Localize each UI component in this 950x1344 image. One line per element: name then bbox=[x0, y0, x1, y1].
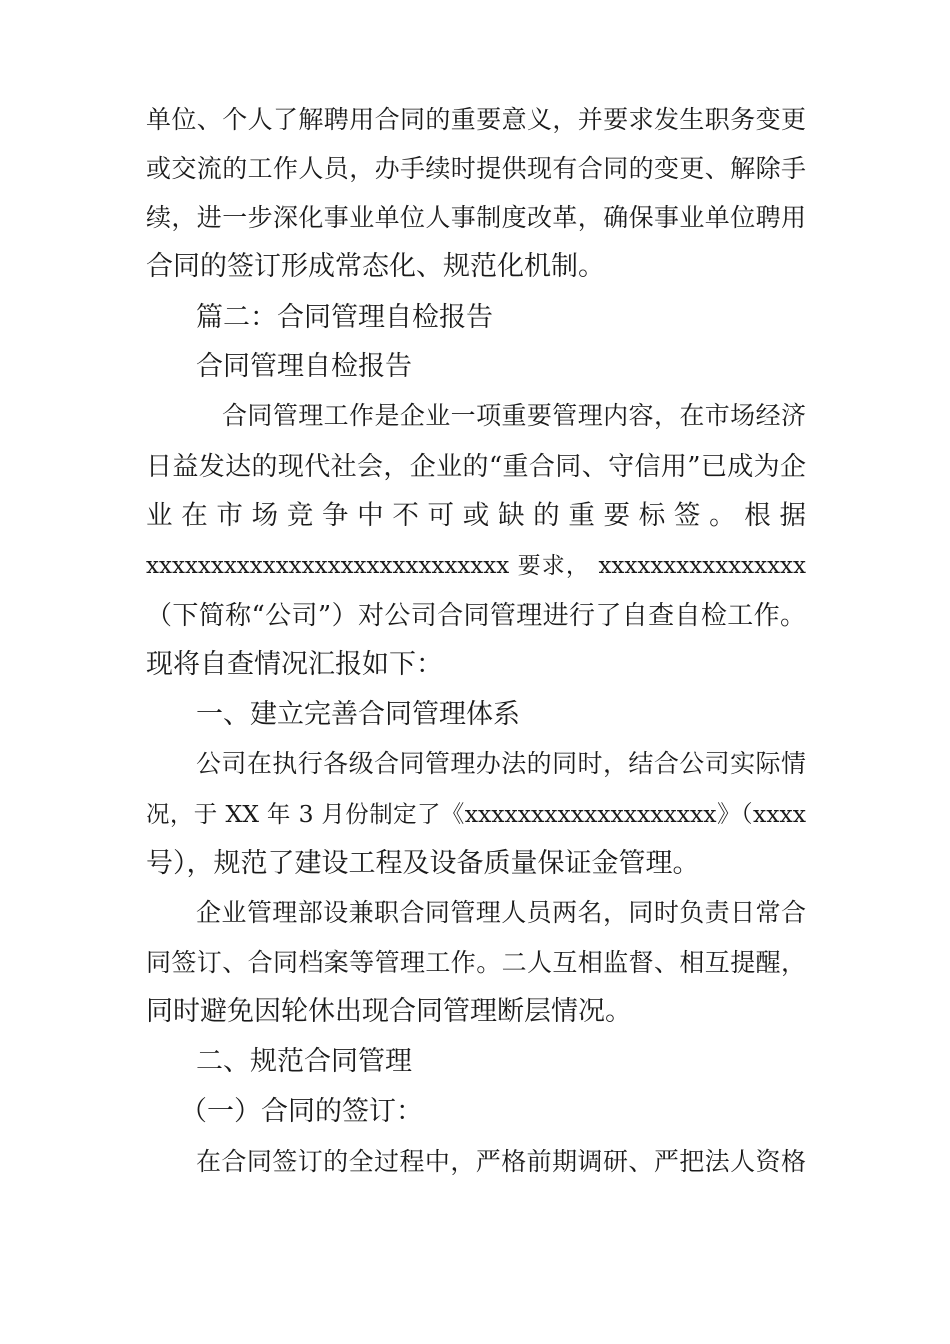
body-text-line: 公司在执行各级合同管理办法的同时，结合公司实际情 bbox=[196, 749, 806, 778]
body-text-line: 号），规范了建设工程及设备质量保证金管理。 bbox=[146, 848, 700, 879]
body-text-line: 续，进一步深化事业单位人事制度改革，确保事业单位聘用 bbox=[146, 203, 806, 232]
subsection-heading: （一）合同的签订： bbox=[180, 1096, 423, 1127]
body-text-line: 或交流的工作人员，办手续时提供现有合同的变更、解除手 bbox=[146, 154, 806, 183]
body-text-line: 业 在 市 场 竞 争 中 不 可 或 缺 的 重 要 标 签 。 根 据 bbox=[146, 500, 806, 531]
body-text-line: 现将自查情况汇报如下： bbox=[146, 649, 443, 680]
body-text-line: 合同的签订形成常态化、规范化机制。 bbox=[146, 251, 605, 282]
body-text-line: 在合同签订的全过程中，严格前期调研、严把法人资格 bbox=[196, 1147, 806, 1176]
body-text-line: 企业管理部设兼职合同管理人员两名，同时负责日常合 bbox=[196, 898, 806, 927]
body-text-line: 单位、个人了解聘用合同的重要意义，并要求发生职务变更 bbox=[146, 105, 806, 134]
body-text-line: 同签订、合同档案等管理工作。二人互相监督、相互提醒， bbox=[146, 948, 806, 977]
body-text-line: 同时避免因轮休出现合同管理断层情况。 bbox=[146, 996, 632, 1027]
body-text-line: （下简称“公司”）对公司合同管理进行了自查自检工作。 bbox=[146, 601, 806, 631]
section-heading: 篇二：合同管理自检报告 bbox=[196, 302, 493, 333]
section-heading: 一、建立完善合同管理体系 bbox=[196, 699, 520, 730]
section-heading: 二、规范合同管理 bbox=[196, 1046, 412, 1077]
report-title: 合同管理自检报告 bbox=[196, 351, 412, 382]
body-text-line: 日益发达的现代社会，企业的“重合同、守信用”已成为企 bbox=[146, 452, 806, 482]
body-text-line: 况，于 XX 年 3 月份制定了《xxxxxxxxxxxxxxxxxxx》（xxxx bbox=[146, 800, 806, 828]
body-text-line: 合同管理工作是企业一项重要管理内容，在市场经济 bbox=[222, 401, 806, 430]
body-text-line: xxxxxxxxxxxxxxxxxxxxxxxxxxxx 要求， xxxxxxxxxxxxxxxx bbox=[146, 553, 806, 579]
